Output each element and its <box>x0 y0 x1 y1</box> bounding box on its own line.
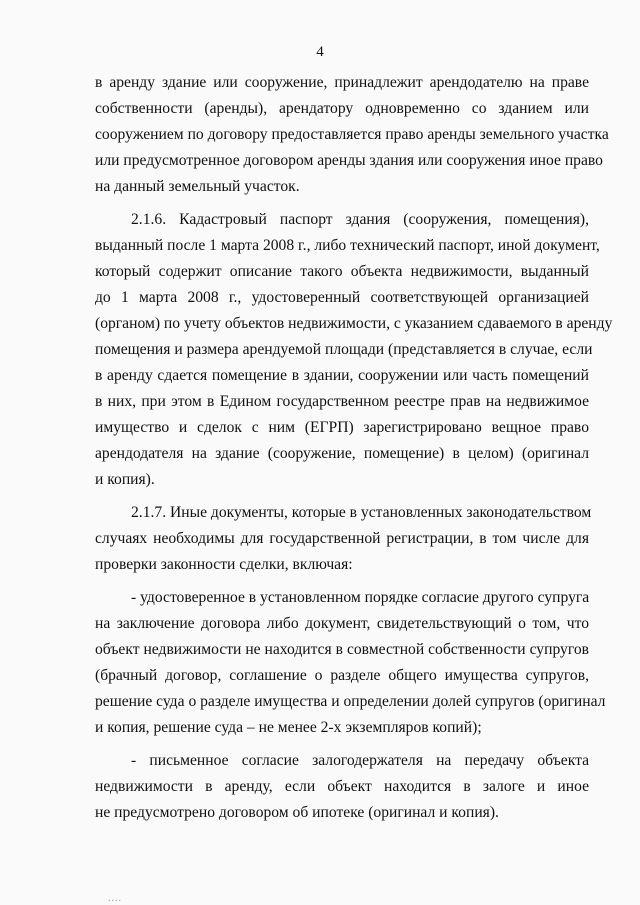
text-line: арендодателя на здание (сооружение, помещение) в целом) (оригинал <box>95 445 589 462</box>
text-line: в аренду здание или сооружение, принадлежит арендодателю на праве <box>95 74 589 91</box>
text-line: и копия, решение суда – не менее 2-х экземпляров копий); <box>95 719 482 736</box>
text-line: в аренду сдается помещение в здании, сооружении или часть помещений <box>95 367 589 384</box>
text-line: собственности (аренды), арендатору одновременно со зданием или <box>95 100 589 117</box>
text-line: который содержит описание такого объекта недвижимости, выданный <box>95 263 589 280</box>
text-line: на данный земельный участок. <box>95 178 300 195</box>
text-line: решение суда о разделе имущества и определении долей супругов (оригинал <box>95 693 606 710</box>
footer-marks: .... <box>108 893 122 904</box>
text-line: не предусмотрено договором об ипотеке (оригинал и копия). <box>95 804 499 821</box>
text-line: имущество и сделок с ним (ЕГРП) зарегистрировано вещное право <box>95 419 589 436</box>
text-line: (брачный договор, соглашение о разделе общего имущества супругов, <box>95 667 589 684</box>
text-line: 2.1.7. Иные документы, которые в установленных законодательством <box>131 504 592 521</box>
text-line: выданный после 1 марта 2008 г., либо технический паспорт, иной документ, <box>95 237 600 254</box>
text-line: проверки законности сделки, включая: <box>95 556 353 573</box>
text-line: объект недвижимости не находится в совместной собственности супругов <box>95 641 589 658</box>
text-line: - письменное согласие залогодержателя на передачу объекта <box>131 752 589 769</box>
text-line: случаях необходимы для государственной регистрации, в том числе для <box>95 530 589 547</box>
text-line: недвижимости в аренду, если объект находится в залоге и иное <box>95 778 589 795</box>
text-line: - удостоверенное в установленном порядке согласие другого супруга <box>131 589 590 606</box>
text-line: и копия). <box>95 471 155 488</box>
page-number: 4 <box>316 44 324 60</box>
text-line: (органом) по учету объектов недвижимости, с указанием сдаваемого в аренду <box>95 315 613 332</box>
text-line: сооружением по договору предоставляется право аренды земельного участка <box>95 126 609 143</box>
text-line: на заключение договора либо документ, свидетельствующий о том, что <box>95 615 589 632</box>
text-line: в них, при этом в Едином государственном реестре прав на недвижимое <box>95 393 589 410</box>
text-line: помещения и размера арендуемой площади (представляется в случае, если <box>95 341 593 358</box>
text-line: или предусмотренное договором аренды здания или сооружения иное право <box>95 152 603 169</box>
text-line: до 1 марта 2008 г., удостоверенный соответствующей организацией <box>95 289 589 306</box>
text-line: 2.1.6. Кадастровый паспорт здания (сооружения, помещения), <box>131 211 589 228</box>
